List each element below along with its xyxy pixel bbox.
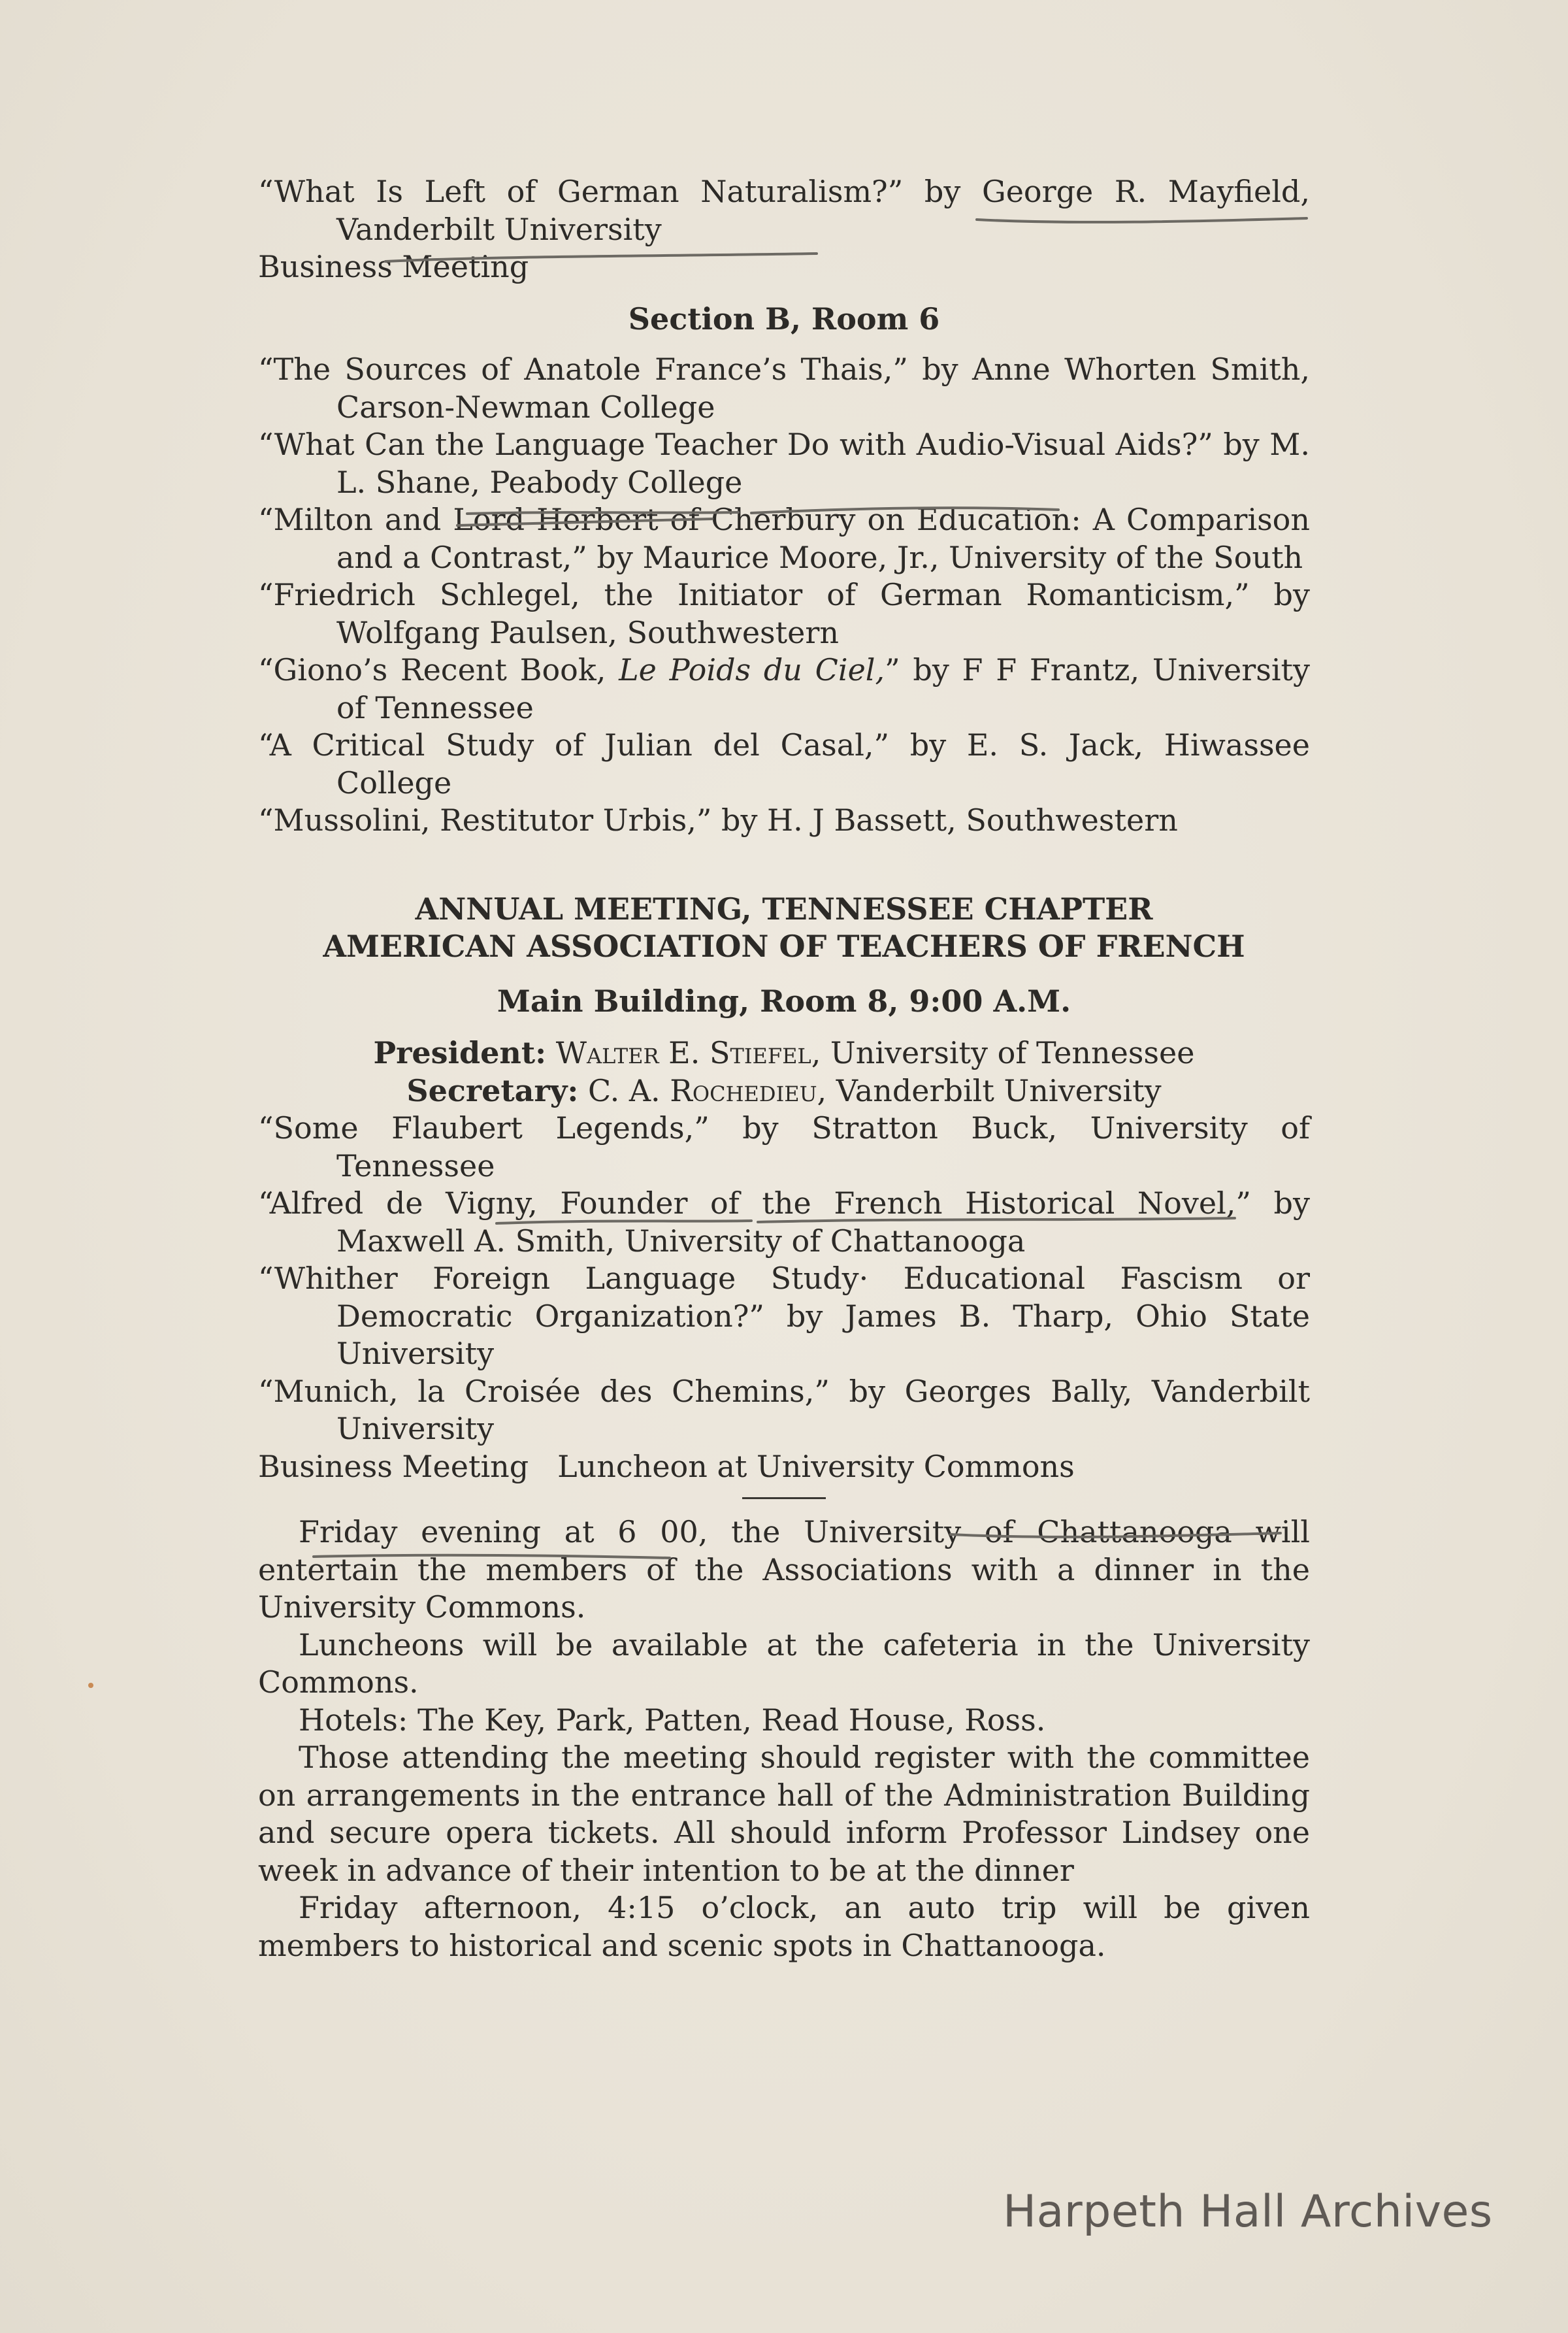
program-entry-milton: “Milton and Lord Herbert of Cherbury on Education: A Comparison and a Contrast,” by Maurice Moore, Jr., University of the South <box>258 502 1310 575</box>
program-entry-giono <box>258 652 1310 727</box>
program-entry-casal: “A Critical Study of Julian del Casal,” by E. S. Jack, Hiwassee College <box>258 727 1310 801</box>
meeting-location: Main Building, Room 8, 9:00 A.M. <box>497 983 1071 1019</box>
secretary-org: , Vanderbilt University <box>817 1072 1162 1108</box>
program-entry-naturalism: “What Is Left of German Naturalism?” by George R. Mayfield, Vanderbilt University <box>258 174 1310 247</box>
program-entry-anatole-france: “The Sources of Anatole France’s Thais,” by Anne Whorten Smith, Carson-Newman College <box>258 352 1310 425</box>
program-entry-audio-visual: “What Can the Language Teacher Do with Audio-Visual Aids?” by M. L. Shane, Peabody College <box>258 427 1310 500</box>
program-entry-schlegel: “Friedrich Schlegel, the Initiator of German Romanticism,” by Wolfgang Paulsen, Southwestern <box>258 577 1310 650</box>
program-entry-munich: “Munich, la Croisée des Chemins,” by Georges Bally, Vanderbilt University <box>258 1373 1310 1446</box>
paper-speck <box>88 1683 93 1688</box>
giono-post: ” by F F Frantz, University of Tennessee <box>336 652 1310 725</box>
association-heading: AMERICAN ASSOCIATION OF TEACHERS OF FRENCH <box>323 929 1245 964</box>
program-entry-foreign-language: “Whither Foreign Language Study· Educational Fascism or Democratic Organization?” by James B. Tharp, Ohio State University <box>258 1261 1310 1371</box>
luncheon-note: Luncheon at University Commons <box>557 1448 1075 1484</box>
note-luncheons: Luncheons will be available at the cafeteria in the University Commons. <box>258 1627 1310 1700</box>
president-org: , University of Tennessee <box>811 1035 1195 1070</box>
section-b-heading: Section B, Room 6 <box>628 301 940 337</box>
program-entry-vigny: “Alfred de Vigny, Founder of the French Historical Novel,” by Maxwell A. Smith, University of Chattanooga <box>258 1185 1310 1259</box>
business-meeting-b: Business Meeting <box>258 1448 529 1484</box>
program-entry-mussolini: “Mussolini, Restitutor Urbis,” by H. J Bassett, Southwestern <box>258 802 1178 838</box>
note-hotels: Hotels: The Key, Park, Patten, Read House, Ross. <box>299 1702 1046 1738</box>
business-luncheon-line <box>258 1448 1310 1486</box>
archive-watermark: Harpeth Hall Archives <box>1003 2186 1493 2238</box>
secretary-line <box>258 1072 1310 1110</box>
president-role: President: <box>373 1035 547 1070</box>
president-name: Walter E. Stiefel <box>555 1035 811 1070</box>
business-meeting-a: Business Meeting <box>258 249 529 284</box>
giono-book-title: Le Poids du Ciel, <box>619 652 885 687</box>
secretary-name: C. A. Rochedieu <box>588 1072 817 1108</box>
president-line <box>258 1034 1310 1072</box>
program-entry-flaubert: “Some Flaubert Legends,” by Stratton Buck, University of Tennessee <box>258 1110 1310 1183</box>
note-dinner: Friday evening at 6 00, the University of Chattanooga will entertain the members of the Associations with a dinner in the University Commons. <box>258 1514 1310 1625</box>
secretary-role: Secretary: <box>406 1072 579 1108</box>
section-divider <box>742 1497 826 1499</box>
program-column <box>258 173 1310 1964</box>
giono-pre: “Giono’s Recent Book, <box>258 652 619 687</box>
note-registration: Those attending the meeting should register with the committee on arrangements in the entrance hall of the Administration Building and secure opera tickets. All should inform Professor Lindsey one week in advance of their intention to be at the dinner <box>258 1740 1310 1888</box>
note-auto-trip: Friday afternoon, 4:15 o’clock, an auto trip will be given members to historical and scenic spots in Chattanooga. <box>258 1890 1310 1963</box>
annual-meeting-heading: ANNUAL MEETING, TENNESSEE CHAPTER <box>415 891 1153 927</box>
